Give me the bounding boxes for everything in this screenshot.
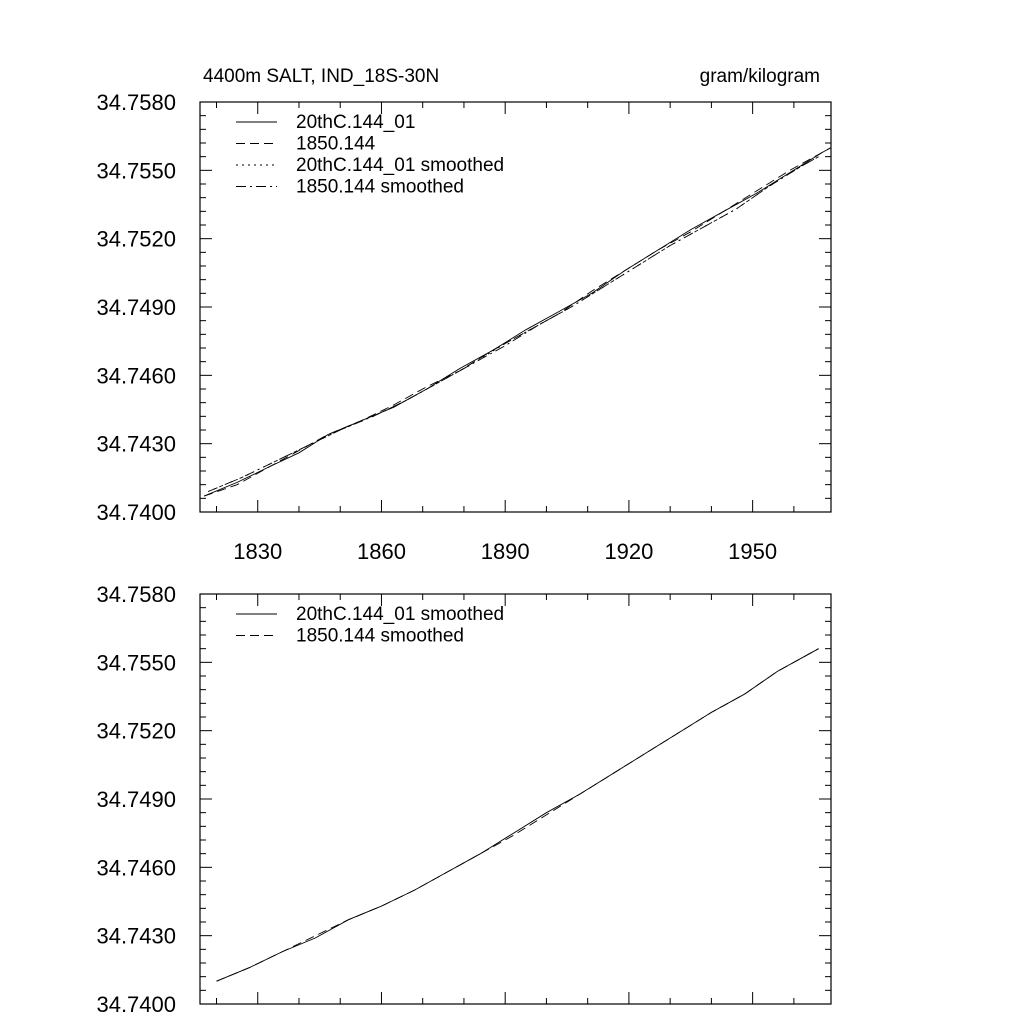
title-left: 4400m SALT, IND_18S-30N [203, 66, 440, 87]
series-line [208, 157, 818, 492]
x-tick-label: 1890 [480, 539, 530, 564]
plot-frame [200, 102, 831, 512]
y-tick-label: 34.7400 [96, 500, 176, 525]
y-tick-label: 34.7490 [96, 295, 176, 320]
legend-label: 1850.144 [296, 133, 376, 155]
y-tick-label: 34.7520 [96, 718, 176, 744]
y-tick-label: 34.7580 [96, 582, 176, 607]
y-tick-label: 34.7400 [96, 992, 176, 1017]
y-tick-label: 34.7460 [96, 363, 176, 389]
series-line [217, 649, 819, 982]
y-tick-label: 34.7550 [96, 158, 176, 184]
y-tick-label: 34.7550 [96, 650, 176, 676]
chart-panel-top [96, 90, 831, 564]
y-tick-label: 34.7430 [96, 431, 176, 457]
series-line [204, 148, 831, 497]
series-line [217, 649, 819, 982]
y-tick-label: 34.7460 [96, 855, 176, 881]
x-tick-label: 1920 [604, 539, 654, 564]
y-tick-label: 34.7520 [96, 226, 176, 252]
y-tick-label: 34.7430 [96, 923, 176, 949]
x-tick-label: 1860 [356, 539, 406, 564]
chart-panel-bottom [96, 582, 831, 1017]
x-tick-label: 1950 [728, 539, 778, 564]
plot-frame [200, 594, 831, 1004]
series-line [204, 148, 831, 497]
legend-label: 20thC.144_01 [296, 112, 416, 133]
series-line [208, 157, 818, 492]
legend-label: 20thC.144_01 smoothed [296, 604, 505, 625]
y-tick-label: 34.7580 [96, 90, 176, 115]
legend-label: 1850.144 smoothed [296, 625, 464, 647]
x-tick-label: 1830 [233, 539, 283, 564]
title-right: gram/kilogram [699, 66, 820, 87]
y-tick-label: 34.7490 [96, 787, 176, 812]
legend-label: 1850.144 smoothed [296, 176, 464, 198]
legend-label: 20thC.144_01 smoothed [296, 155, 505, 176]
